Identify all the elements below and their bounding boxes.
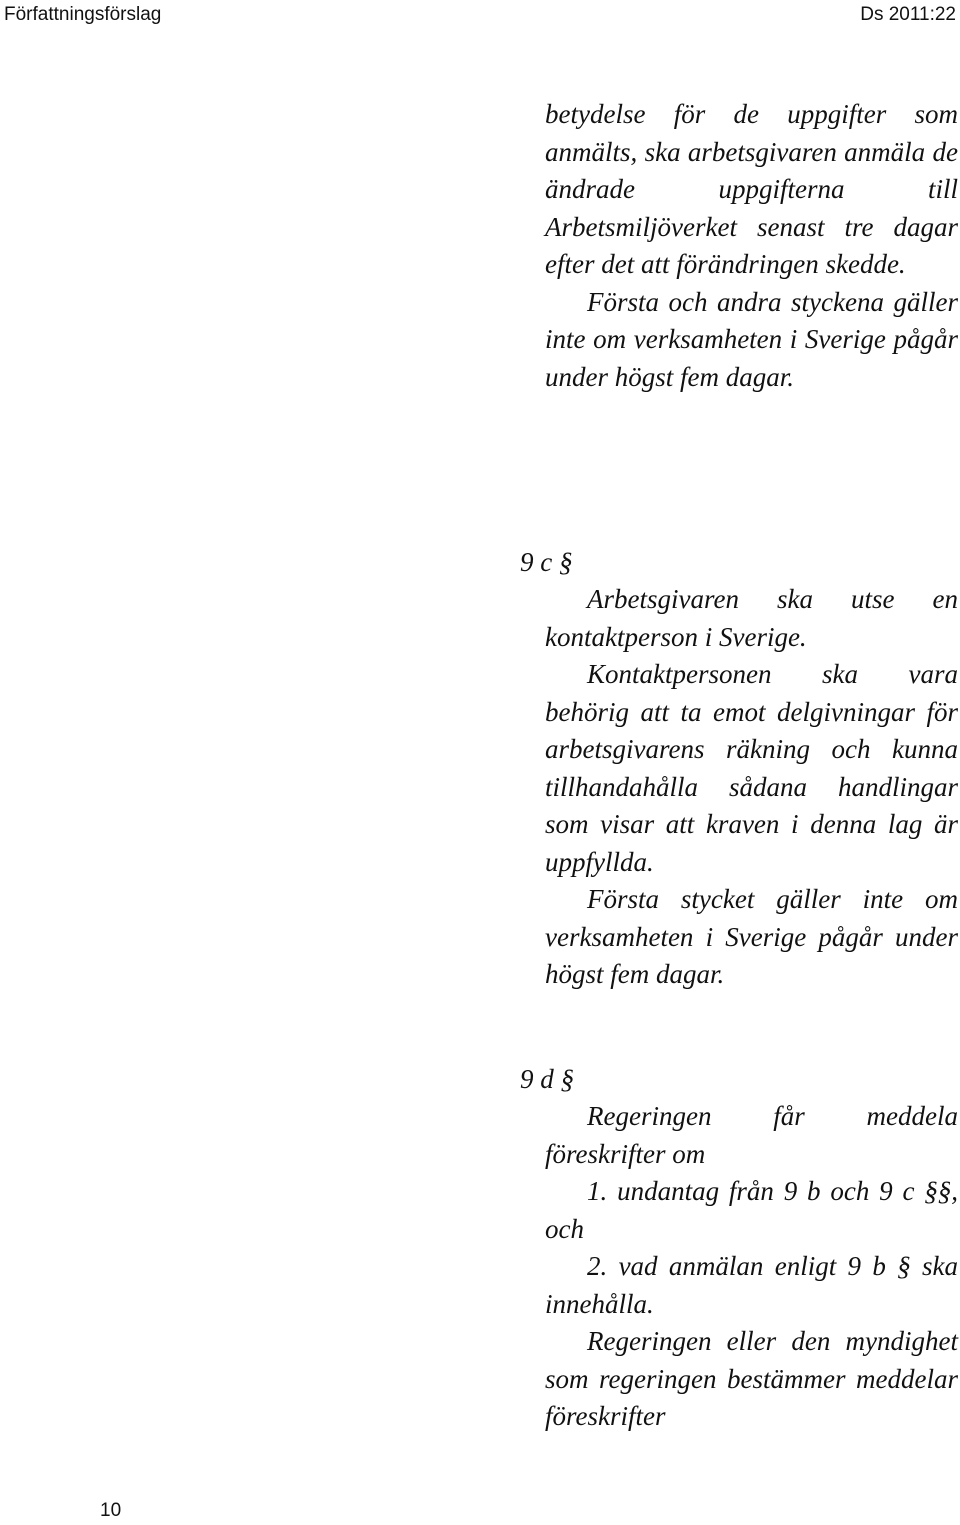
- page-header: [0, 0, 960, 30]
- paragraph: Regeringen får meddela föreskrifter om: [545, 1101, 958, 1169]
- section-heading-9d: 9 d §: [520, 1064, 574, 1094]
- page-number: 10: [100, 1500, 122, 1521]
- section-heading-9c: 9 c §: [520, 547, 573, 577]
- paragraph: Kontaktpersonen ska vara behörig att ta emot delgivningar för arbetsgivarens räkning och kunna tillhandahålla sådana handlingar som visar att kraven i denna lag är uppfyllda.: [545, 659, 958, 877]
- text-block-continuation: [545, 96, 958, 396]
- section-body-9d: [545, 1098, 958, 1436]
- list-item: 1. undantag från 9 b och 9 c §§, och: [545, 1176, 958, 1244]
- paragraph: Första och andra styckena gäller inte om verksamheten i Sverige pågår under högst fem dagar.: [545, 286, 958, 392]
- header-document-type: Författningsförslag: [4, 4, 162, 25]
- paragraph: Regeringen eller den myndighet som regeringen bestämmer meddelar föreskrifter: [545, 1326, 958, 1431]
- header-document-id: Ds 2011:22: [860, 4, 956, 25]
- section-body-9c: [545, 581, 958, 994]
- list-item: 2. vad anmälan enligt 9 b § ska innehålla.: [545, 1251, 958, 1319]
- paragraph: Första stycket gäller inte om verksamheten i Sverige pågår under högst fem dagar.: [545, 884, 958, 989]
- paragraph: betydelse för de uppgifter som anmälts, ska arbetsgivaren anmäla de ändrade uppgifterna till Arbetsmiljöverket senast tre dagar efter det att förändringen skedde.: [545, 99, 958, 279]
- paragraph: Arbetsgivaren ska utse en kontaktperson i Sverige.: [545, 584, 958, 652]
